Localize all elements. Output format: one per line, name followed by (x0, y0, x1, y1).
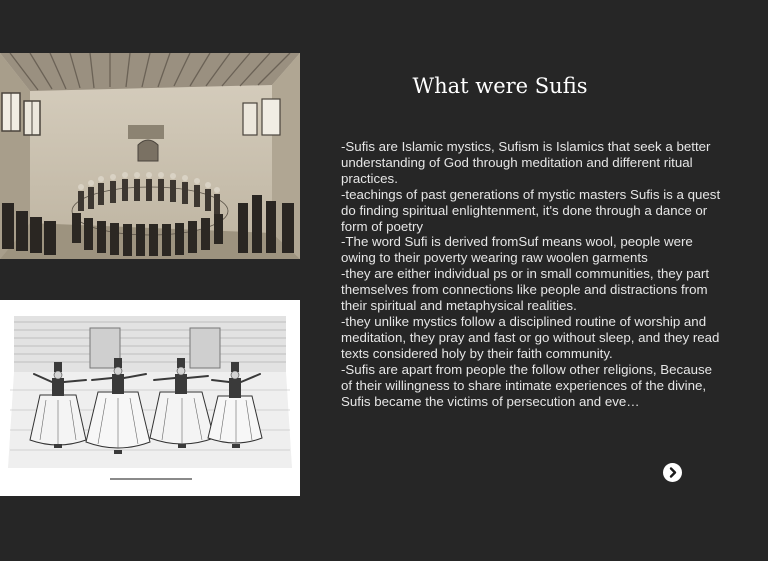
chevron-right-icon (663, 463, 682, 482)
body-paragraph: -they are either individual ps or in small communities, they part themselves from connections like people and distractions from their spiritual and metaphysical realities. (341, 266, 710, 314)
body-paragraph: -they unlike mystics follow a disciplined routine of worship and meditation, they pray and fast or go without sleep, and they read texts considered holy by their faith community. (341, 313, 720, 361)
whirling-dervishes-image (0, 300, 300, 496)
body-paragraph: -teachings of past generations of mystic masters Sufis is a quest do finding spiritual enlightenment, it's done through a dance or form of poetry (341, 186, 721, 234)
next-slide-button[interactable] (663, 463, 682, 482)
slide-body-text (341, 139, 721, 409)
slide-title: What were Sufis (412, 74, 588, 98)
body-paragraph: -The word Sufi is derived fromSuf means wool, people were owing to their poverty wearing raw woolen garments (341, 234, 693, 266)
body-paragraph: -Sufis are Islamic mystics, Sufism is Islamics that seek a better understanding of God through meditation and different ritual practices. (341, 139, 711, 186)
body-paragraph: -Sufis are apart from people the follow other religions, Because of their willingness to share intimate experiences of the divine, Sufis became the victims of persecution and eve… (341, 361, 713, 409)
tekke-dervish-circle-image (0, 53, 300, 259)
